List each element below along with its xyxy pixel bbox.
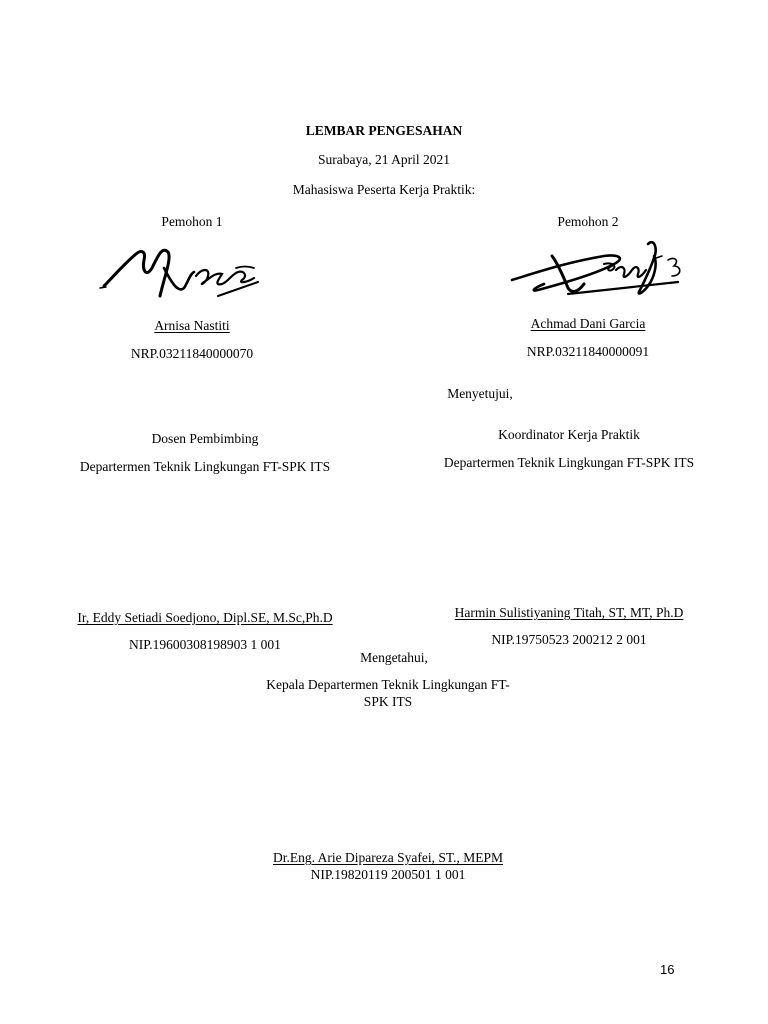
applicant-1-signature xyxy=(98,238,268,310)
supervisor-id: NIP.19600308198903 1 001 xyxy=(129,637,281,652)
acknowledgement-role-line-1: Kepala Departermen Teknik Lingkungan FT- xyxy=(266,677,510,692)
document-title: LEMBAR PENGESAHAN xyxy=(305,123,463,138)
acknowledgement-name: Dr.Eng. Arie Dipareza Syafei, ST., MEPM xyxy=(273,850,503,865)
page-number: 16 xyxy=(660,962,675,977)
students-heading: Mahasiswa Peserta Kerja Praktik: xyxy=(292,182,476,197)
coordinator-id: NIP.19750523 200212 2 001 xyxy=(491,632,647,647)
supervisor-role: Dosen Pembimbing xyxy=(151,431,259,446)
applicant-2-id: NRP.03211840000091 xyxy=(526,344,650,359)
applicant-1-name: Arnisa Nastiti xyxy=(154,318,230,333)
coordinator-role: Koordinator Kerja Praktik xyxy=(498,427,640,442)
approval-heading: Menyetujui, xyxy=(447,386,513,401)
acknowledgement-heading: Mengetahui, xyxy=(360,650,428,665)
acknowledgement-role-line-2: SPK ITS xyxy=(363,694,413,709)
applicant-1-label: Pemohon 1 xyxy=(161,214,223,229)
acknowledgement-id: NIP.19820119 200501 1 001 xyxy=(310,867,466,882)
applicant-1-id: NRP.03211840000070 xyxy=(130,346,254,361)
applicant-2-label: Pemohon 2 xyxy=(557,214,619,229)
place-date: Surabaya, 21 April 2021 xyxy=(318,152,450,167)
supervisor-department: Departermen Teknik Lingkungan FT-SPK ITS xyxy=(79,459,331,474)
applicant-2-signature xyxy=(508,234,688,306)
coordinator-name: Harmin Sulistiyaning Titah, ST, MT, Ph.D xyxy=(454,605,684,620)
coordinator-department: Departermen Teknik Lingkungan FT-SPK ITS xyxy=(443,455,695,470)
supervisor-name: Ir, Eddy Setiadi Soedjono, Dipl.SE, M.Sc,Ph.D xyxy=(77,610,333,625)
applicant-2-name: Achmad Dani Garcia xyxy=(530,316,646,331)
